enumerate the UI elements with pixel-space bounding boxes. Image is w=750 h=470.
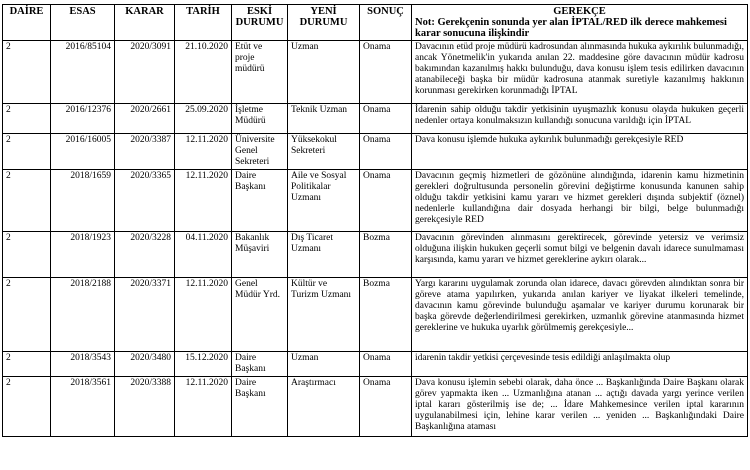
- cell-tarih: 12.11.2020: [175, 278, 232, 352]
- cell-daire: 2: [3, 278, 51, 352]
- cell-eski-durumu: Üniversite Genel Sekreteri: [232, 134, 288, 170]
- cell-eski-durumu: İşletme Müdürü: [232, 104, 288, 134]
- cell-sonuc: Onama: [360, 104, 412, 134]
- cell-yeni-durumu: Araştırmacı: [288, 377, 360, 437]
- cell-gerekce: Yargı kararını uygulamak zorunda olan idarece, davacı görevden alındıktan sonra bir göreve atama yapılırken, yukarıda anılan kariyer ve liyakat ilkeleri temelinde, davacının kamu görevinde bulunduğu aşamalar ve kariyer durumu korunarak bir başka görevde değerlendirilmesi gerekirken, uzmanlık görevine atanmasında hizmet gereklerine ve hukuka uyarlık görülmemiş gerekçesiyle...: [412, 278, 748, 352]
- cell-eski-durumu: Genel Müdür Yrd.: [232, 278, 288, 352]
- cell-sonuc: Onama: [360, 377, 412, 437]
- cell-tarih: 15.12.2020: [175, 352, 232, 377]
- table-row: [3, 134, 748, 170]
- cell-sonuc: Bozma: [360, 278, 412, 352]
- cell-karar: 2020/3228: [115, 232, 175, 278]
- cell-gerekce: Dava konusu işlemde hukuka aykırılık bulunmadığı gerekçesiyle RED: [412, 134, 748, 170]
- cell-daire: 2: [3, 352, 51, 377]
- decision-table: [2, 4, 748, 437]
- cell-eski-durumu: Bakanlık Müşaviri: [232, 232, 288, 278]
- header-sonuc: SONUÇ: [360, 5, 412, 41]
- table-row: [3, 352, 748, 377]
- header-yeni-durumu: YENİ DURUMU: [288, 5, 360, 41]
- cell-karar: 2020/3480: [115, 352, 175, 377]
- cell-yeni-durumu: Uzman: [288, 352, 360, 377]
- header-row: [3, 5, 748, 41]
- table-row: [3, 104, 748, 134]
- decision-table-document: [2, 4, 747, 437]
- table-row: [3, 377, 748, 437]
- cell-daire: 2: [3, 232, 51, 278]
- header-karar: KARAR: [115, 5, 175, 41]
- cell-sonuc: Onama: [360, 134, 412, 170]
- cell-daire: 2: [3, 134, 51, 170]
- cell-yeni-durumu: Uzman: [288, 41, 360, 104]
- header-gerekce: [412, 5, 748, 41]
- cell-karar: 2020/3388: [115, 377, 175, 437]
- cell-eski-durumu: Daire Başkanı: [232, 352, 288, 377]
- header-eski-durumu: ESKİ DURUMU: [232, 5, 288, 41]
- cell-esas: 2018/3543: [51, 352, 115, 377]
- cell-sonuc: Onama: [360, 352, 412, 377]
- cell-karar: 2020/3387: [115, 134, 175, 170]
- cell-tarih: 04.11.2020: [175, 232, 232, 278]
- header-gerekce-note: Not: Gerekçenin sonunda yer alan İPTAL/RED ilk derece mahkemesi karar sonucuna ilişkindir: [415, 17, 727, 39]
- cell-gerekce: Davacının görevinden alınmasını gerektirecek, görevinde yetersiz ve verimsiz olduğuna ilişkin hukuken geçerli somut bilgi ve belgenin davalı idarece sunulmaması karşısında, kamu yararı ve hizmet gereklerine aykırı olarak...: [412, 232, 748, 278]
- cell-yeni-durumu: Aile ve Sosyal Politikalar Uzmanı: [288, 170, 360, 232]
- cell-gerekce: İdarenin sahip olduğu takdir yetkisinin uyuşmazlık konusu olayda hukuken geçerli nedenler ortaya konulmaksızın kullandığı sonucuna varıldığı için İPTAL: [412, 104, 748, 134]
- table-row: [3, 232, 748, 278]
- cell-esas: 2018/1659: [51, 170, 115, 232]
- cell-daire: 2: [3, 170, 51, 232]
- cell-daire: 2: [3, 377, 51, 437]
- header-daire: DAİRE: [3, 5, 51, 41]
- table-row: [3, 170, 748, 232]
- cell-eski-durumu: Etüt ve proje müdürü: [232, 41, 288, 104]
- cell-tarih: 12.11.2020: [175, 377, 232, 437]
- table-row: [3, 278, 748, 352]
- cell-karar: 2020/2661: [115, 104, 175, 134]
- cell-gerekce: Davacının geçmiş hizmetleri de gözönüne alındığında, idarenin kamu hizmetinin gerekleri doğrultusunda personelin görevini değiştirme konusunda kanunen sahip olduğu takdir yetkisini kamu yararı ve hizmet gerekleri dışında subjektif (öznel) nedenlerle kullandığına dair dosyada herhangi bir bilgi, belge bulunmadığı gerekçesiyle RED: [412, 170, 748, 232]
- cell-karar: 2020/3371: [115, 278, 175, 352]
- cell-yeni-durumu: Dış Ticaret Uzmanı: [288, 232, 360, 278]
- cell-karar: 2020/3365: [115, 170, 175, 232]
- cell-tarih: 12.11.2020: [175, 170, 232, 232]
- cell-sonuc: Bozma: [360, 232, 412, 278]
- header-gerekce-title: GEREKÇE: [553, 6, 606, 17]
- cell-sonuc: Onama: [360, 41, 412, 104]
- cell-gerekce: idarenin takdir yetkisi çerçevesinde tesis edildiği anlaşılmakta olup: [412, 352, 748, 377]
- cell-esas: 2018/3561: [51, 377, 115, 437]
- cell-eski-durumu: Daire Başkanı: [232, 377, 288, 437]
- cell-tarih: 25.09.2020: [175, 104, 232, 134]
- cell-yeni-durumu: Yüksekokul Sekreteri: [288, 134, 360, 170]
- cell-esas: 2016/85104: [51, 41, 115, 104]
- cell-gerekce: Davacının etüd proje müdürü kadrosundan alınmasında hukuka aykırılık bulunmadığı, ancak Yönetmelik'in yukarıda anılan 22. maddesine göre davacının müdür kadrosu bakımından kazanılmış hakkı bulunduğu, dava konusu işlem tesis edilirken davacının atanabileceği başka bir müdür kadrosuna atanmak suretiyle kazanılmış hakkının korunması gerekirken korunmadığı İPTAL: [412, 41, 748, 104]
- cell-yeni-durumu: Teknik Uzman: [288, 104, 360, 134]
- cell-tarih: 12.11.2020: [175, 134, 232, 170]
- cell-tarih: 21.10.2020: [175, 41, 232, 104]
- cell-karar: 2020/3091: [115, 41, 175, 104]
- table-row: [3, 41, 748, 104]
- cell-gerekce: Dava konusu işlemin sebebi olarak, daha önce ... Başkanlığında Daire Başkanı olarak görev yapmakta iken ... Uzmanlığına atanan ... açtığı davada yargı yerince verilen iptal kararı gösterilmiş ise de; ... İdare Mahkemesince verilen iptal kararının uygulanabilmesi için, lehine karar verilen ... yeniden ... Başkanlığındaki Daire Başkanlığına ataması: [412, 377, 748, 437]
- cell-esas: 2016/12376: [51, 104, 115, 134]
- cell-sonuc: Onama: [360, 170, 412, 232]
- cell-esas: 2018/1923: [51, 232, 115, 278]
- cell-yeni-durumu: Kültür ve Turizm Uzmanı: [288, 278, 360, 352]
- header-tarih: TARİH: [175, 5, 232, 41]
- cell-esas: 2018/2188: [51, 278, 115, 352]
- cell-daire: 2: [3, 104, 51, 134]
- cell-eski-durumu: Daire Başkanı: [232, 170, 288, 232]
- cell-esas: 2016/16005: [51, 134, 115, 170]
- cell-daire: 2: [3, 41, 51, 104]
- header-esas: ESAS: [51, 5, 115, 41]
